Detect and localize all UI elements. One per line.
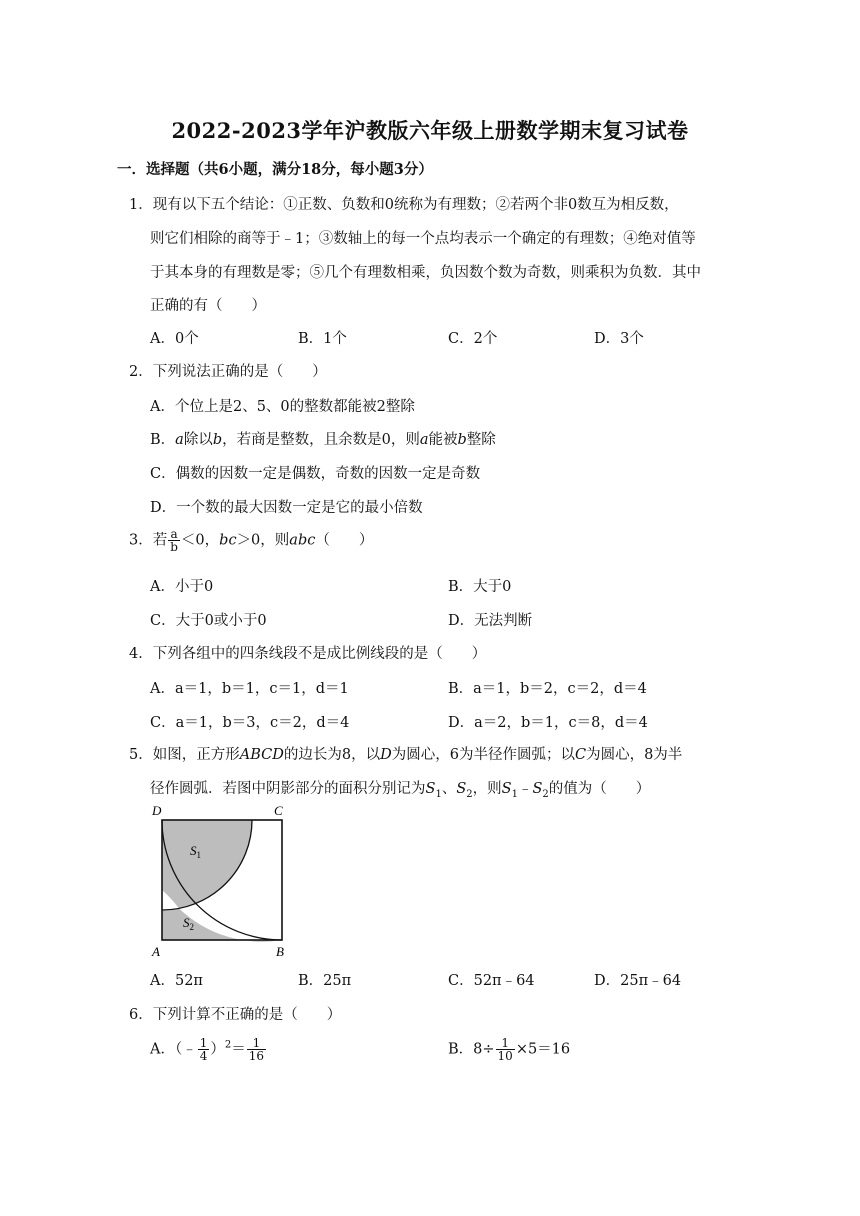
region-label-s2: $S_2$ [183, 915, 194, 932]
q1-line2: 则它们相除的商等于﹣1；③数轴上的每一个点均表示一个确定的有理数；④绝对值等 [150, 231, 696, 247]
q1-option-b: B．1个 [298, 331, 347, 347]
q3-option-b: B．大于0 [448, 579, 512, 595]
shaded-region-s2 [162, 908, 282, 941]
vertex-label-b: B [276, 944, 284, 959]
q3-stem: 3．若 $\frac{a}{b}$ ＜0，bc＞0，则abc（ ） [129, 527, 374, 554]
shaded-region-s1 [162, 820, 252, 908]
page-title: 2022-2023学年沪教版六年级上册数学期末复习试卷 [171, 118, 689, 143]
q5-line2: 径作圆弧．若图中阴影部分的面积分别记为$S_1$、$S_2$，则$S_1﹣S_2$的值为（ ） [150, 781, 651, 800]
q1-option-a: A．0个 [150, 331, 199, 347]
q4-stem: 4．下列各组中的四条线段不是成比例线段的是（ ） [129, 646, 487, 662]
region-label-s1: $S_1$ [190, 843, 201, 860]
q6-stem: 6．下列计算不正确的是（ ） [129, 1007, 342, 1023]
q6-option-b: B．8÷ $\frac{1}{10}$ ×5＝16 [448, 1036, 571, 1063]
q5-option-c: C．52π﹣64 [448, 973, 535, 989]
q2-option-b: B．a除以b，若商是整数，且余数是0，则a能被b整除 [150, 432, 496, 448]
vertex-label-c: C [274, 803, 283, 818]
q3-option-a: A．小于0 [150, 579, 214, 595]
q5-figure [150, 800, 295, 960]
q4-option-c: C．a＝1，b＝3，c＝2，d＝4 [150, 715, 350, 731]
q4-option-a: A．a＝1，b＝1，c＝1，d＝1 [150, 681, 349, 697]
q5-option-d: D．25π﹣64 [594, 973, 682, 989]
q3-option-d: D．无法判断 [448, 613, 533, 629]
q2-option-d: D．一个数的最大因数一定是它的最小倍数 [150, 500, 423, 516]
vertex-label-a: A [152, 944, 160, 959]
q3-option-c: C．大于0或小于0 [150, 613, 267, 629]
q1-line1: 1．现有以下五个结论：①正数、负数和0统称为有理数；②若两个非0数互为相反数， [129, 197, 679, 213]
q1-option-c: C．2个 [448, 331, 498, 347]
q2-option-a: A．个位上是2、5、0的整数都能被2整除 [150, 399, 415, 415]
q2-option-c: C．偶数的因数一定是偶数，奇数的因数一定是奇数 [150, 466, 481, 482]
q5-line1: 5．如图，正方形ABCD的边长为8，以D为圆心，6为半径作圆弧；以C为圆心，8为半 [129, 747, 683, 763]
q2-stem: 2．下列说法正确的是（ ） [129, 364, 327, 380]
q4-option-b: B．a＝1，b＝2，c＝2，d＝4 [448, 681, 647, 697]
section-heading: 一．选择题（共6小题，满分18分，每小题3分） [117, 161, 433, 178]
q5-option-a: A．52π [150, 973, 203, 989]
q1-option-d: D．3个 [594, 331, 644, 347]
vertex-label-d: D [152, 803, 162, 818]
q1-line4: 正确的有（ ） [150, 298, 266, 314]
q6-option-a: A．（﹣ $\frac{1}{4}$ ）$^2$＝ $\frac{1}{16}$ [150, 1036, 265, 1063]
q5-option-b: B．25π [298, 973, 352, 989]
q3-fraction: $\frac{a}{b}$ [170, 527, 178, 554]
q4-option-d: D．a＝2，b＝1，c＝8，d＝4 [448, 715, 648, 731]
q1-line3: 于其本身的有理数是零；⑤几个有理数相乘，负因数个数为奇数，则乘积为负数．其中 [150, 265, 701, 281]
